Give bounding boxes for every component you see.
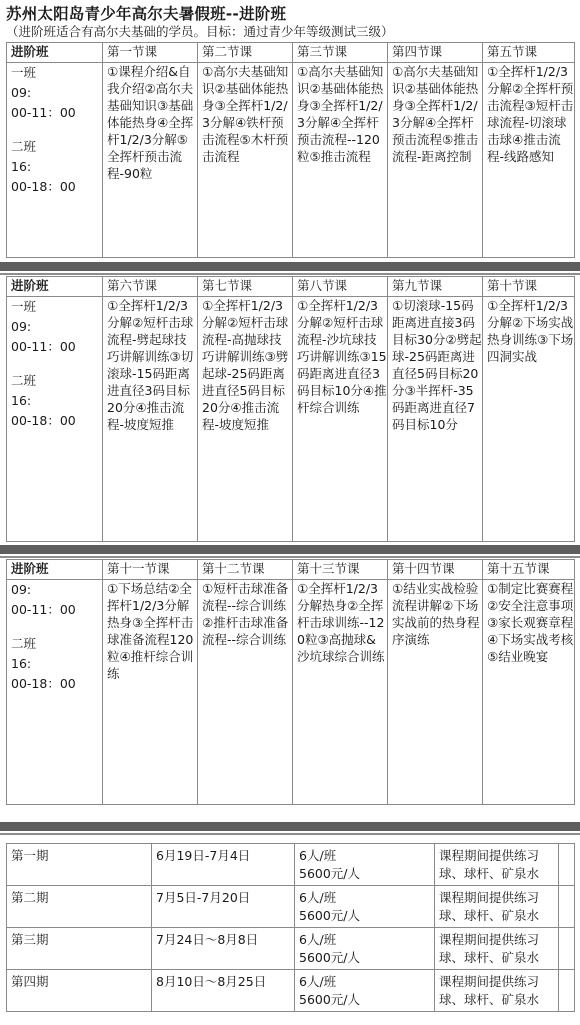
period-price: 5600元/人: [299, 866, 361, 881]
lesson-name: 第五节课: [483, 43, 575, 63]
period-size-price: [295, 970, 435, 1012]
period-size: 6人/班: [299, 890, 337, 905]
section-divider: [0, 822, 580, 831]
lesson-name: 第六节课: [103, 277, 198, 297]
lesson-name: 第八节课: [293, 277, 388, 297]
period-price: 5600元/人: [299, 950, 361, 965]
time-start: 09:: [11, 582, 32, 597]
content-row: [7, 63, 575, 258]
lesson-name: 第七节课: [198, 277, 293, 297]
lesson-name: 第三节课: [293, 43, 388, 63]
period-price: 5600元/人: [299, 992, 361, 1007]
section-divider-line: [0, 556, 580, 558]
time-column: [7, 297, 103, 542]
period-name: 第三期: [7, 928, 152, 970]
lesson-content: ①全挥杆1/2/3分解②全挥杆预击流程③短杆击球流程-切滚球击球④推击流程-线路感知: [483, 63, 575, 258]
content-row: [7, 297, 575, 542]
time-start: 16:: [11, 159, 32, 174]
class-two: 二班: [11, 139, 37, 154]
period-row: [7, 970, 575, 1012]
lesson-name: 第十四节课: [388, 560, 483, 580]
header-row: [7, 560, 575, 580]
time-range: 00-11：00: [11, 105, 76, 120]
time-range: 00-11：00: [11, 339, 76, 354]
period-name: 第二期: [7, 886, 152, 928]
period-price: 5600元/人: [299, 908, 361, 923]
period-size-price: [295, 886, 435, 928]
time-start: 09:: [11, 319, 32, 334]
section-divider: [0, 262, 580, 271]
class-label: 进阶班: [7, 277, 103, 297]
class-label: 进阶班: [7, 560, 103, 580]
page-subtitle: （进阶班适合有高尔夫基础的学员。目标：通过青少年等级测试三级）: [6, 24, 394, 39]
time-start: 16:: [11, 393, 32, 408]
lesson-name: 第十三节课: [293, 560, 388, 580]
period-size: 6人/班: [299, 974, 337, 989]
period-name: 第四期: [7, 970, 152, 1012]
period-size-price: [295, 928, 435, 970]
lesson-name: 第十一节课: [103, 560, 198, 580]
content-row: [7, 580, 575, 805]
period-note: 课程期间提供练习球、球杆、矿泉水: [435, 970, 559, 1012]
time-column: [7, 63, 103, 258]
lesson-name: 第二节课: [198, 43, 293, 63]
lesson-content: ①全挥杆1/2/3分解热身②全挥杆击球训练--120粒③高抛球&沙坑球综合训练: [293, 580, 388, 805]
lesson-content: ①全挥杆1/2/3分解②短杆击球流程-劈起球技巧讲解训练③切滚球-15码距离进直径3码目标20分④推击流程-坡度短推: [103, 297, 198, 542]
class-two: 二班: [11, 636, 37, 651]
lesson-content: ①高尔夫基础知识②基础体能热身③全挥杆1/2/3分解④全挥杆预击流程⑤推击流程-距离控制: [388, 63, 483, 258]
section-divider: [0, 545, 580, 554]
section-divider-line: [0, 273, 580, 275]
header-row: [7, 277, 575, 297]
period-dates: 7月5日-7月20日: [152, 886, 295, 928]
lesson-content: ①结业实战检验流程讲解②下场实战前的热身程序演练: [388, 580, 483, 805]
lesson-name: 第十二节课: [198, 560, 293, 580]
class-label: 进阶班: [7, 43, 103, 63]
period-note: 课程期间提供练习球、球杆、矿泉水: [435, 844, 559, 886]
lesson-content: ①全挥杆1/2/3分解②短杆击球流程-沙坑球技巧讲解训练③15码距离进直径3码目标10分④推杆综合训练: [293, 297, 388, 542]
time-range: 00-11：00: [11, 602, 76, 617]
time-start: 09:: [11, 85, 32, 100]
time-column: [7, 580, 103, 805]
period-dates: 7月24日～8月8日: [152, 928, 295, 970]
blank-cell: [559, 844, 575, 886]
lesson-content: ①课程介绍&自我介绍②高尔夫基础知识③基础体能热身④全挥杆1/2/3分解⑤全挥杆预击流程-90粒: [103, 63, 198, 258]
period-note: 课程期间提供练习球、球杆、矿泉水: [435, 928, 559, 970]
period-row: [7, 886, 575, 928]
lesson-name: 第十五节课: [483, 560, 575, 580]
periods-table: [6, 843, 575, 1012]
time-range: 00-18：00: [11, 179, 76, 194]
lesson-name: 第一节课: [103, 43, 198, 63]
class-one: 一班: [11, 299, 37, 314]
period-size: 6人/班: [299, 932, 337, 947]
header-row: [7, 43, 575, 63]
period-size-price: [295, 844, 435, 886]
lesson-content: ①短杆击球准备流程--综合训练②推杆击球准备流程--综合训练: [198, 580, 293, 805]
lesson-name: 第十节课: [483, 277, 575, 297]
period-dates: 8月10日～8月25日: [152, 970, 295, 1012]
blank-cell: [559, 886, 575, 928]
page-title: 苏州太阳岛青少年高尔夫暑假班--进阶班: [6, 5, 287, 23]
schedule-table-2: [6, 276, 575, 542]
lesson-content: ①制定比赛赛程②安全注意事项③家长观赛章程④下场实战考核⑤结业晚宴: [483, 580, 575, 805]
section-divider-line: [0, 833, 580, 835]
lesson-content: ①高尔夫基础知识②基础体能热身③全挥杆1/2/3分解④全挥杆预击流程--120粒⑤推击流程: [293, 63, 388, 258]
time-range: 00-18：00: [11, 413, 76, 428]
lesson-content: ①切滚球-15码距离进直接3码目标30分②劈起球-25码距离进直径5码目标20分③半挥杆-35码距离进直径7码目标10分: [388, 297, 483, 542]
time-range: 00-18：00: [11, 676, 76, 691]
schedule-table-3: [6, 559, 575, 805]
class-one: 一班: [11, 65, 37, 80]
lesson-name: 第九节课: [388, 277, 483, 297]
lesson-content: ①全挥杆1/2/3分解②下场实战热身训练③下场四洞实战: [483, 297, 575, 542]
time-start: 16:: [11, 656, 32, 671]
period-row: [7, 928, 575, 970]
lesson-content: ①下场总结②全挥杆1/2/3分解热身③全挥杆击球准备流程120粒④推杆综合训练: [103, 580, 198, 805]
period-size: 6人/班: [299, 848, 337, 863]
class-two: 二班: [11, 373, 37, 388]
blank-cell: [559, 970, 575, 1012]
period-row: [7, 844, 575, 886]
period-name: 第一期: [7, 844, 152, 886]
lesson-name: 第四节课: [388, 43, 483, 63]
blank-cell: [559, 928, 575, 970]
schedule-table-1: [6, 42, 575, 258]
period-dates: 6月19日-7月4日: [152, 844, 295, 886]
lesson-content: ①全挥杆1/2/3分解②短杆击球流程-高抛球技巧讲解训练③劈起球-25码距离进直径5码目标20分④推击流程-坡度短推: [198, 297, 293, 542]
lesson-content: ①高尔夫基础知识②基础体能热身③全挥杆1/2/3分解④铁杆预击流程⑤木杆预击流程: [198, 63, 293, 258]
period-note: 课程期间提供练习球、球杆、矿泉水: [435, 886, 559, 928]
